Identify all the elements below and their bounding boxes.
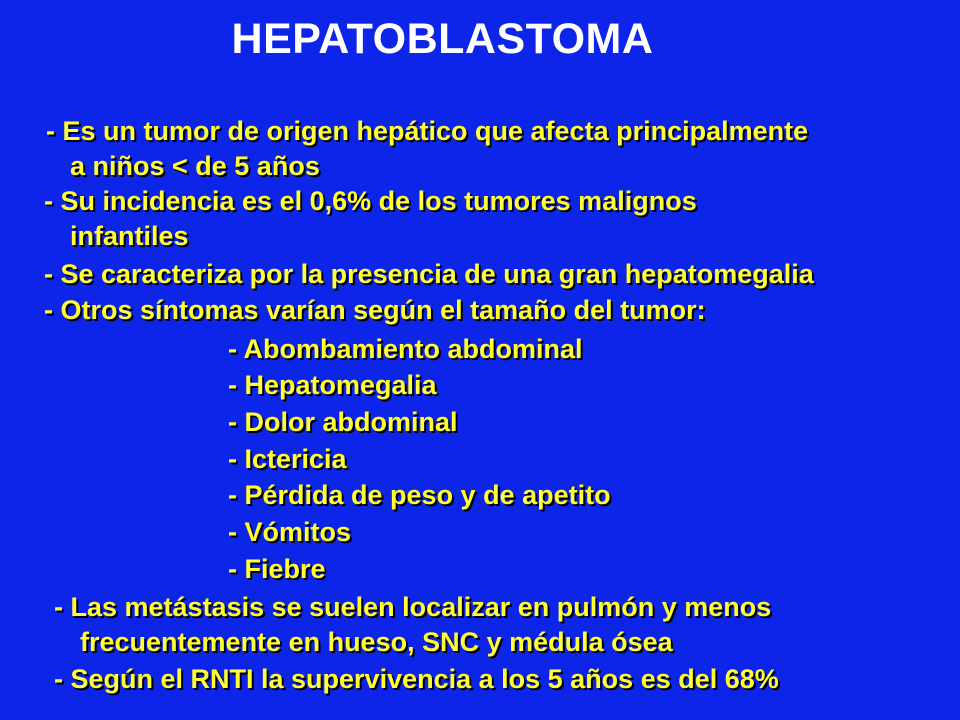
bullet-line: - Se caracteriza por la presencia de una gran hepatomegalia	[44, 259, 814, 289]
bullet-line: - Otros síntomas varían según el tamaño del tumor:	[44, 295, 706, 325]
bullet-line: - Según el RNTI la supervivencia a los 5 años es del 68%	[54, 664, 779, 694]
symptom-item: - Ictericia	[228, 444, 347, 474]
symptom-item: - Fiebre	[228, 554, 326, 584]
symptom-item: - Vómitos	[228, 517, 352, 547]
symptom-item: - Abombamiento abdominal	[228, 334, 583, 364]
bullet-line: - Es un tumor de origen hepático que afecta principalmente	[46, 116, 809, 146]
symptom-item: - Hepatomegalia	[228, 370, 437, 400]
bullet-line-continuation: a niños < de 5 años	[70, 151, 320, 181]
slide-title: HEPATOBLASTOMA	[231, 15, 654, 63]
bullet-line-continuation: infantiles	[70, 221, 189, 251]
symptom-item: - Dolor abdominal	[228, 407, 458, 437]
bullet-line: - Su incidencia es el 0,6% de los tumores malignos	[44, 186, 697, 216]
bullet-line: - Las metástasis se suelen localizar en pulmón y menos	[54, 592, 772, 622]
symptom-item: - Pérdida de peso y de apetito	[228, 480, 611, 510]
bullet-line-continuation: frecuentemente en hueso, SNC y médula ósea	[80, 627, 673, 657]
